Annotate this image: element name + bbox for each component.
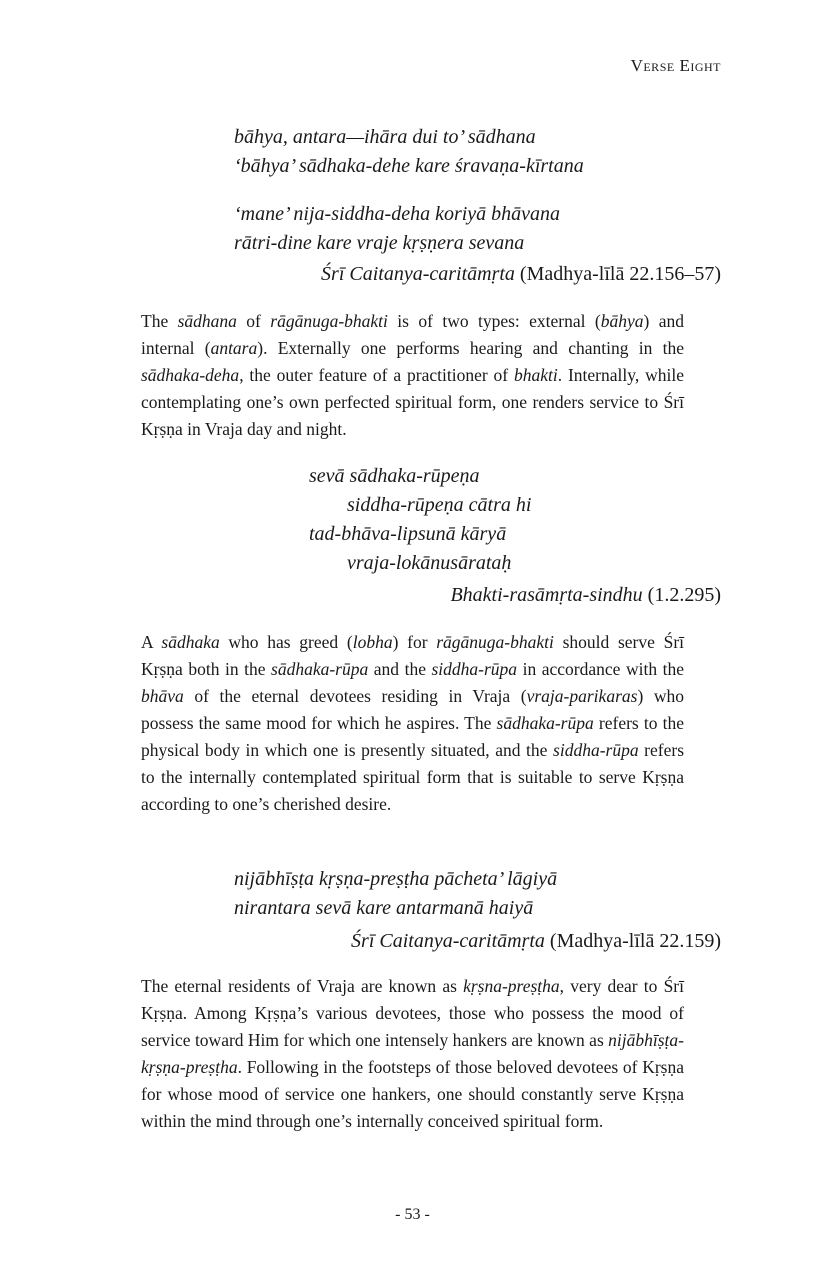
text-run: ). Externally one performs hearing and chanting in the [257,338,684,358]
text-run: . Following in the footsteps of those beloved devotees of Kṛṣṇa for whose mood of service one hankers, one should constantly serve Kṛṣṇa within the mind through one’s internally conceived spiritual form. [141,1057,684,1131]
term: antara [210,338,258,358]
verse-line: tad-bhāva-lipsunā kāryā [309,523,507,545]
term: nijābhīṣṭa-kṛṣṇa-preṣṭha [141,1030,684,1077]
term: sādhaka-deha [141,365,240,385]
source-reference: (1.2.295) [647,584,721,606]
commentary-paragraph-3 [141,973,684,1135]
text-run: ) who possess the same mood for which he aspires. The [141,686,684,733]
verse-block-3 [234,865,557,923]
verse-line: ‘mane’ nija-siddha-deha koriyā bhāvana [234,203,561,225]
text-run: in accordance with the [517,659,684,679]
text-run: The eternal residents of Vraja are known as [141,976,464,996]
text-run: , very dear to Śrī Kṛṣṇa. Among Kṛṣṇa’s various devotees, those who possess the mood of service toward Him for which one intensely hankers are known as [141,976,684,1050]
term: rāgānuga-bhakti [436,632,554,652]
term: bāhya [600,311,644,331]
term: vraja-parikaras [526,686,638,706]
commentary-paragraph-1 [141,308,684,443]
text-run: of the eternal devotees residing in Vraja ( [183,686,527,706]
text-run: , the outer feature of a practitioner of [239,365,514,385]
text-run: ) for [392,632,437,652]
text-run: . Internally, while contemplating one’s own perfected spiritual form, one renders service to Śrī Kṛṣṇa in Vraja day and night. [141,365,684,439]
verse-block-2 [309,462,531,578]
verse-line: vraja-lokānusārataḥ [347,552,512,574]
text-run: ) and internal ( [141,311,684,358]
term: sādhaka-rūpa [496,713,594,733]
text-run: and the [368,659,432,679]
text-run: A [141,632,162,652]
term: sādhaka [161,632,220,652]
running-header: Verse Eight [630,56,721,75]
term: bhāva [141,686,184,706]
verse-line: nijābhīṣṭa kṛṣṇa-preṣṭha pācheta’ lāgiyā [234,868,558,890]
verse-line: sevā sādhaka-rūpeṇa [309,465,480,487]
text-run: should serve Śrī Kṛṣṇa both in the [141,632,685,679]
term: sādhana [177,311,237,331]
verse-block-1 [234,123,584,258]
text-run: refers to the internally contemplated spiritual form that is suitable to serve Kṛṣṇa according to one’s cherished desire. [141,740,684,814]
term: rāgānuga-bhakti [270,311,388,331]
term: sādhaka-rūpa [271,659,369,679]
text-run: who has greed ( [219,632,353,652]
term: siddha-rūpa [553,740,639,760]
source-reference: (Madhya-līlā 22.159) [549,930,721,952]
verse-line: siddha-rūpeṇa cātra hi [347,494,532,516]
verse-source-3 [351,927,721,956]
verse-line: nirantara sevā kare antarmanā haiyā [234,897,534,919]
page-number: - 53 - [395,1206,430,1223]
text-run: refers to the physical body in which one is presently situated, and the [141,713,684,760]
source-reference: (Madhya-līlā 22.156–57) [519,263,721,285]
verse-source-1 [321,260,721,289]
verse-line: ‘bāhya’ sādhaka-dehe kare śravaṇa-kīrtana [234,155,584,177]
commentary-paragraph-2 [141,629,684,818]
verse-source-2 [450,581,721,610]
term: kṛṣna-preṣṭha [463,976,560,996]
text-run: of [236,311,271,331]
text-run: The [141,311,178,331]
term: bhakti [513,365,558,385]
term: siddha-rūpa [431,659,518,679]
source-title: Śrī Caitanya-caritāmṛta [351,930,545,952]
term: lobha [352,632,393,652]
verse-line: rātri-dine kare vraje kṛṣṇera sevana [234,232,525,254]
source-title: Bhakti-rasāmṛta-sindhu [450,584,643,606]
source-title: Śrī Caitanya-caritāmṛta [321,263,515,285]
text-run: is of two types: external ( [387,311,601,331]
verse-line: bāhya, antara—ihāra dui to’ sādhana [234,126,536,148]
